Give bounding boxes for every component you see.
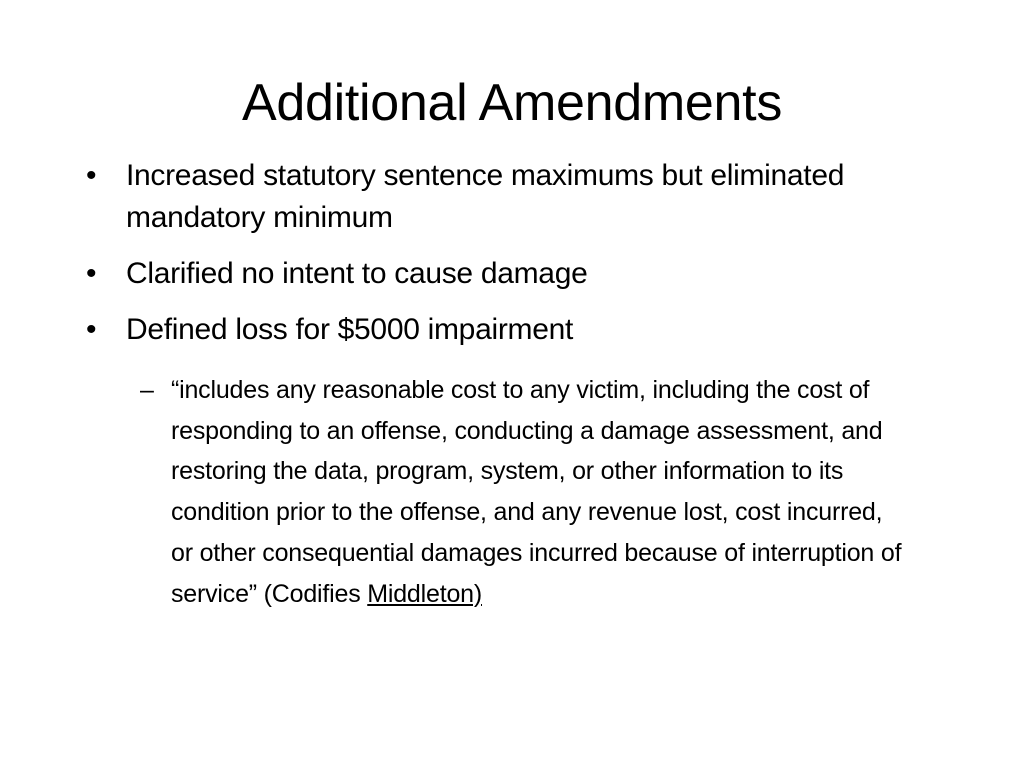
case-citation: Middleton) bbox=[367, 579, 482, 608]
quote-text: “includes any reasonable cost to any victim, including the cost of responding to an offense, conducting a damage assessment, and restoring the data, program, system, or other information to its condition prior to the offense, and any revenue lost, cost incurred, or other consequential damages incurred because of interruption of service” (Codifies bbox=[171, 376, 902, 608]
bullet-text: Clarified no intent to cause damage bbox=[126, 257, 588, 290]
bullet-marker: • bbox=[86, 257, 97, 290]
bullet-marker: • bbox=[86, 313, 97, 346]
bullet-list bbox=[84, 155, 944, 365]
bullet-text: Defined loss for $5000 impairment bbox=[126, 313, 573, 346]
bullet-item bbox=[84, 253, 944, 295]
sub-bullet-item bbox=[130, 370, 910, 614]
bullet-marker: • bbox=[86, 159, 97, 192]
bullet-item bbox=[84, 155, 944, 239]
bullet-text: Increased statutory sentence maximums but eliminated mandatory minimum bbox=[126, 159, 845, 234]
slide-title: Additional Amendments bbox=[241, 74, 783, 132]
bullet-item bbox=[84, 309, 944, 351]
dash-marker: – bbox=[140, 376, 154, 404]
sub-bullet-list bbox=[130, 370, 910, 614]
